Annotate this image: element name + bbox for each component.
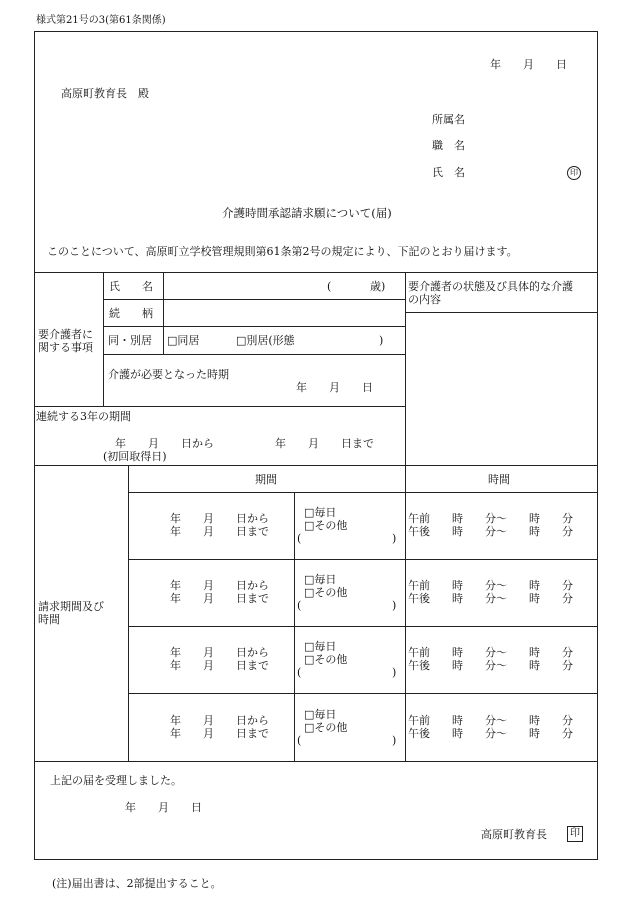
- rule: [128, 693, 598, 694]
- other-checkbox[interactable]: □その他: [304, 653, 348, 666]
- other-checkbox[interactable]: □その他: [304, 519, 348, 532]
- rule: [103, 299, 405, 300]
- receipt-date: 年 月 日: [125, 801, 202, 814]
- pm-time: 午後 時 分～ 時 分: [408, 659, 573, 672]
- rule: [35, 761, 598, 762]
- rule: [128, 559, 598, 560]
- condition-label-1: 要介護者の状態及び具体的な介護: [408, 280, 573, 293]
- continuous-to: 年 月 日まで: [275, 437, 374, 450]
- row-from: 年 月 日から: [170, 512, 269, 525]
- pm-time: 午後 時 分～ 時 分: [408, 592, 573, 605]
- paren-open: (: [297, 599, 302, 612]
- daily-checkbox[interactable]: □毎日: [304, 708, 337, 721]
- row-to: 年 月 日まで: [170, 727, 269, 740]
- paren-open: (: [297, 734, 302, 747]
- rule: [128, 492, 598, 493]
- cohabit-separate-checkbox[interactable]: □別居(形態: [236, 334, 295, 347]
- rule: [103, 326, 405, 327]
- condition-label-2: の内容: [408, 293, 441, 306]
- form-number: 様式第21号の3(第61条関係): [36, 15, 166, 26]
- paren-close: ): [392, 599, 397, 612]
- need-time-date: 年 月 日: [296, 381, 373, 394]
- care-section-label-2: 関する事項: [38, 341, 93, 354]
- row-to: 年 月 日まで: [170, 659, 269, 672]
- name-label: 氏 名: [432, 166, 465, 179]
- am-time: 午前 時 分～ 時 分: [408, 714, 573, 727]
- age-open: (: [327, 280, 332, 293]
- rule: [103, 354, 405, 355]
- rule: [405, 312, 598, 313]
- pm-time: 午後 時 分～ 時 分: [408, 525, 573, 538]
- need-time-label: 介護が必要となった時期: [108, 368, 229, 381]
- rule: [294, 492, 295, 761]
- paren-open: (: [297, 532, 302, 545]
- daily-checkbox[interactable]: □毎日: [304, 506, 337, 519]
- cohabit-label: 同・別居: [108, 334, 152, 347]
- rule: [128, 626, 598, 627]
- age-close: 歳): [370, 280, 386, 293]
- receipt-signer: 高原町教育長: [481, 828, 547, 841]
- row-from: 年 月 日から: [170, 646, 269, 659]
- recipient-name-label: 氏 名: [109, 280, 153, 293]
- position-label: 職 名: [432, 139, 465, 152]
- daily-checkbox[interactable]: □毎日: [304, 640, 337, 653]
- receiver-seal-icon: 印: [567, 826, 583, 842]
- time-header: 時間: [488, 473, 510, 486]
- footnote: (注)届出書は、2部提出すること。: [52, 877, 222, 890]
- row-to: 年 月 日まで: [170, 592, 269, 605]
- first-acquisition-note: (初回取得日): [103, 450, 167, 463]
- daily-checkbox[interactable]: □毎日: [304, 573, 337, 586]
- request-section-label-1: 請求期間及び: [38, 600, 104, 613]
- receipt-text: 上記の届を受理しました。: [50, 774, 182, 787]
- paren-close: ): [392, 734, 397, 747]
- rule: [35, 465, 598, 466]
- applicant-seal-icon: 印: [567, 166, 581, 180]
- period-header: 期間: [255, 473, 277, 486]
- am-time: 午前 時 分～ 時 分: [408, 512, 573, 525]
- cohabit-same-checkbox[interactable]: □同居: [167, 334, 200, 347]
- row-to: 年 月 日まで: [170, 525, 269, 538]
- row-from: 年 月 日から: [170, 579, 269, 592]
- table-top-rule: [35, 272, 598, 273]
- submission-date: 年 月 日: [490, 58, 567, 71]
- pm-time: 午後 時 分～ 時 分: [408, 727, 573, 740]
- continuous-from: 年 月 日から: [115, 437, 214, 450]
- affiliation-label: 所属名: [432, 113, 465, 126]
- intro-text: このことについて、高原町立学校管理規則第61条第2号の規定により、下記のとおり届けます。: [47, 245, 518, 258]
- paren-close: ): [392, 532, 397, 545]
- rule: [103, 272, 104, 406]
- other-checkbox[interactable]: □その他: [304, 586, 348, 599]
- cohabit-close: ): [379, 334, 384, 347]
- paren-close: ): [392, 666, 397, 679]
- row-from: 年 月 日から: [170, 714, 269, 727]
- addressee: 高原町教育長 殿: [61, 87, 149, 100]
- rule: [163, 272, 164, 354]
- document-title: 介護時間承認請求願について(届): [222, 206, 392, 220]
- rule: [405, 272, 406, 761]
- am-time: 午前 時 分～ 時 分: [408, 646, 573, 659]
- am-time: 午前 時 分～ 時 分: [408, 579, 573, 592]
- rule: [35, 406, 405, 407]
- request-section-label-2: 時間: [38, 613, 60, 626]
- other-checkbox[interactable]: □その他: [304, 721, 348, 734]
- care-section-label-1: 要介護者に: [38, 328, 93, 341]
- continuous-period-label: 連続する3年の期間: [36, 410, 131, 423]
- paren-open: (: [297, 666, 302, 679]
- rule: [128, 465, 129, 761]
- relation-label: 続 柄: [109, 307, 153, 320]
